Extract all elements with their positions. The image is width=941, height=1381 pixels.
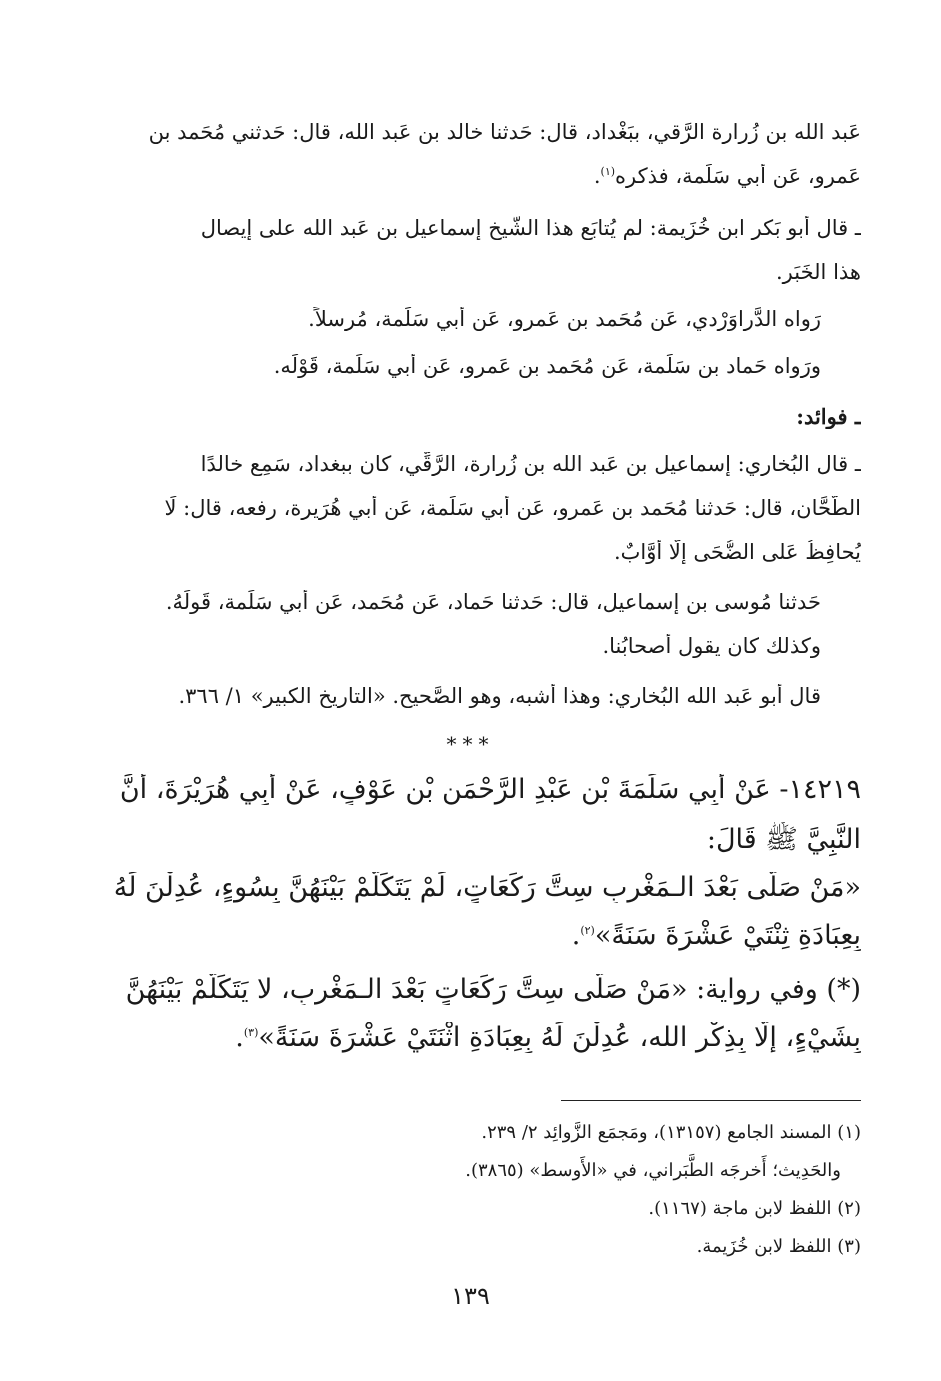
hadith-line: (*) وفي رواية: «مَنْ صَلَّى سِتَّ رَكَعَاتٍ بَعْدَ الـمَغْرِبِ، لا يَتَكَلَّمْ بَيْنَهُنَّ	[125, 974, 861, 1005]
hadith-line: النَّبِيَّ ﷺ قَالَ:	[706, 824, 861, 855]
hadith-line: بِعِبَادَةِ ثِنْتَيْ عَشْرَةَ سَنَةً»$^{(٢)}$.	[571, 920, 861, 951]
text-line: يُحافِظُ عَلى الضُّحَى إِلَّا أَوَّابٌ.	[613, 540, 861, 564]
footnote: (١) المسند الجامع (١٣١٥٧)، ومَجمَع الزَّوائِد ٢/ ٢٣٩.	[481, 1122, 861, 1143]
footnote-ref: (٢)	[580, 924, 595, 937]
text-line: ـ قال البُخاري: إِسماعيل بن عَبد الله بن زُرارة، الرَّقِّي، كان ببغداد، سَمِع خالدًا	[200, 452, 861, 476]
section-separator: ***	[446, 732, 495, 756]
footnote: والحَدِيث؛ أَخرجَه الطَّبَراني، في «الأَوسط» (٣٨٦٥).	[465, 1160, 841, 1181]
text-line: الطَّحَّان، قال: حَدثنا مُحَمد بن عَمرو، عَن أَبي سَلَمة، عَن أَبي هُرَيرة، رفعه، قال: لَا	[164, 496, 861, 520]
footnote-divider	[561, 1100, 861, 1101]
text-line: حَدثنا مُوسى بن إِسماعيل، قال: حَدثنا حَماد، عَن مُحَمد، عَن أَبي سَلَمة، قَولَهُ.	[165, 590, 821, 614]
text-line: ـ قال أَبو بَكر ابن خُزَيمة: لم يُتابَع هذا الشَّيخ إِسماعيل بن عَبد الله على إِيصال	[200, 216, 861, 240]
footnote-ref: (١)	[600, 165, 616, 178]
footnote: (٣) اللفظ لابن خُزَيمة.	[696, 1236, 861, 1257]
text-line: عَمرو، عَن أَبي سَلَمة، فذكره$^{(١)}$.	[593, 164, 861, 188]
text-line: قال أَبو عَبد الله البُخاري: وهذا أَشبه، وهو الصَّحيح. «التاريخ الكبير» ١/ ٣٦٦.	[178, 684, 821, 708]
footnote: (٢) اللفظ لابن ماجة (١١٦٧).	[648, 1198, 861, 1219]
footnote-ref: (٣)	[243, 1026, 259, 1039]
hadith-line: بِشَيْءٍ، إِلَّا بِذِكْرِ الله، عُدِلْنَ لَهُ بِعِبَادَةِ اثْنَتَيْ عَشْرَةَ سَنَةً»$^{(٣)}$.	[235, 1022, 861, 1053]
section-heading: ـ فوائد:	[796, 404, 861, 429]
hadith-line: ١٤٢١٩- عَنْ أَبِي سَلَمَةَ بْنِ عَبْدِ الرَّحْمَنِ بْنِ عَوْفٍ، عَنْ أَبِي هُرَيْرَةَ، أَنَّ	[119, 774, 861, 805]
text-line: عَبد الله بن زُرارة الرَّقي، ببَغْداد، قال: حَدثنا خالد بن عَبد الله، قال: حَدثني مُحَمد بن	[148, 120, 861, 144]
text-line: هذا الخَبَر.	[776, 260, 861, 284]
text-line: وكذلك كان يقول أَصحابُنا.	[602, 634, 821, 658]
hadith-line: «مَنْ صَلَّى بَعْدَ الـمَغْرِبِ سِتَّ رَكَعَاتٍ، لَمْ يَتَكَلَّمْ بَيْنَهُنَّ بِسُوءٍ، عُدِلْنَ لَهُ	[113, 872, 861, 903]
text-line: رَواه الدَّراوَرْدي، عَن مُحَمد بن عَمرو، عَن أَبي سَلَمة، مُرسلاً.	[308, 307, 821, 331]
page-number: ١٣٩	[451, 1282, 490, 1310]
text-line: ورَواه حَماد بن سَلَمة، عَن مُحَمد بن عَمرو، عَن أَبي سَلَمة، قَوْلَه.	[273, 354, 821, 378]
